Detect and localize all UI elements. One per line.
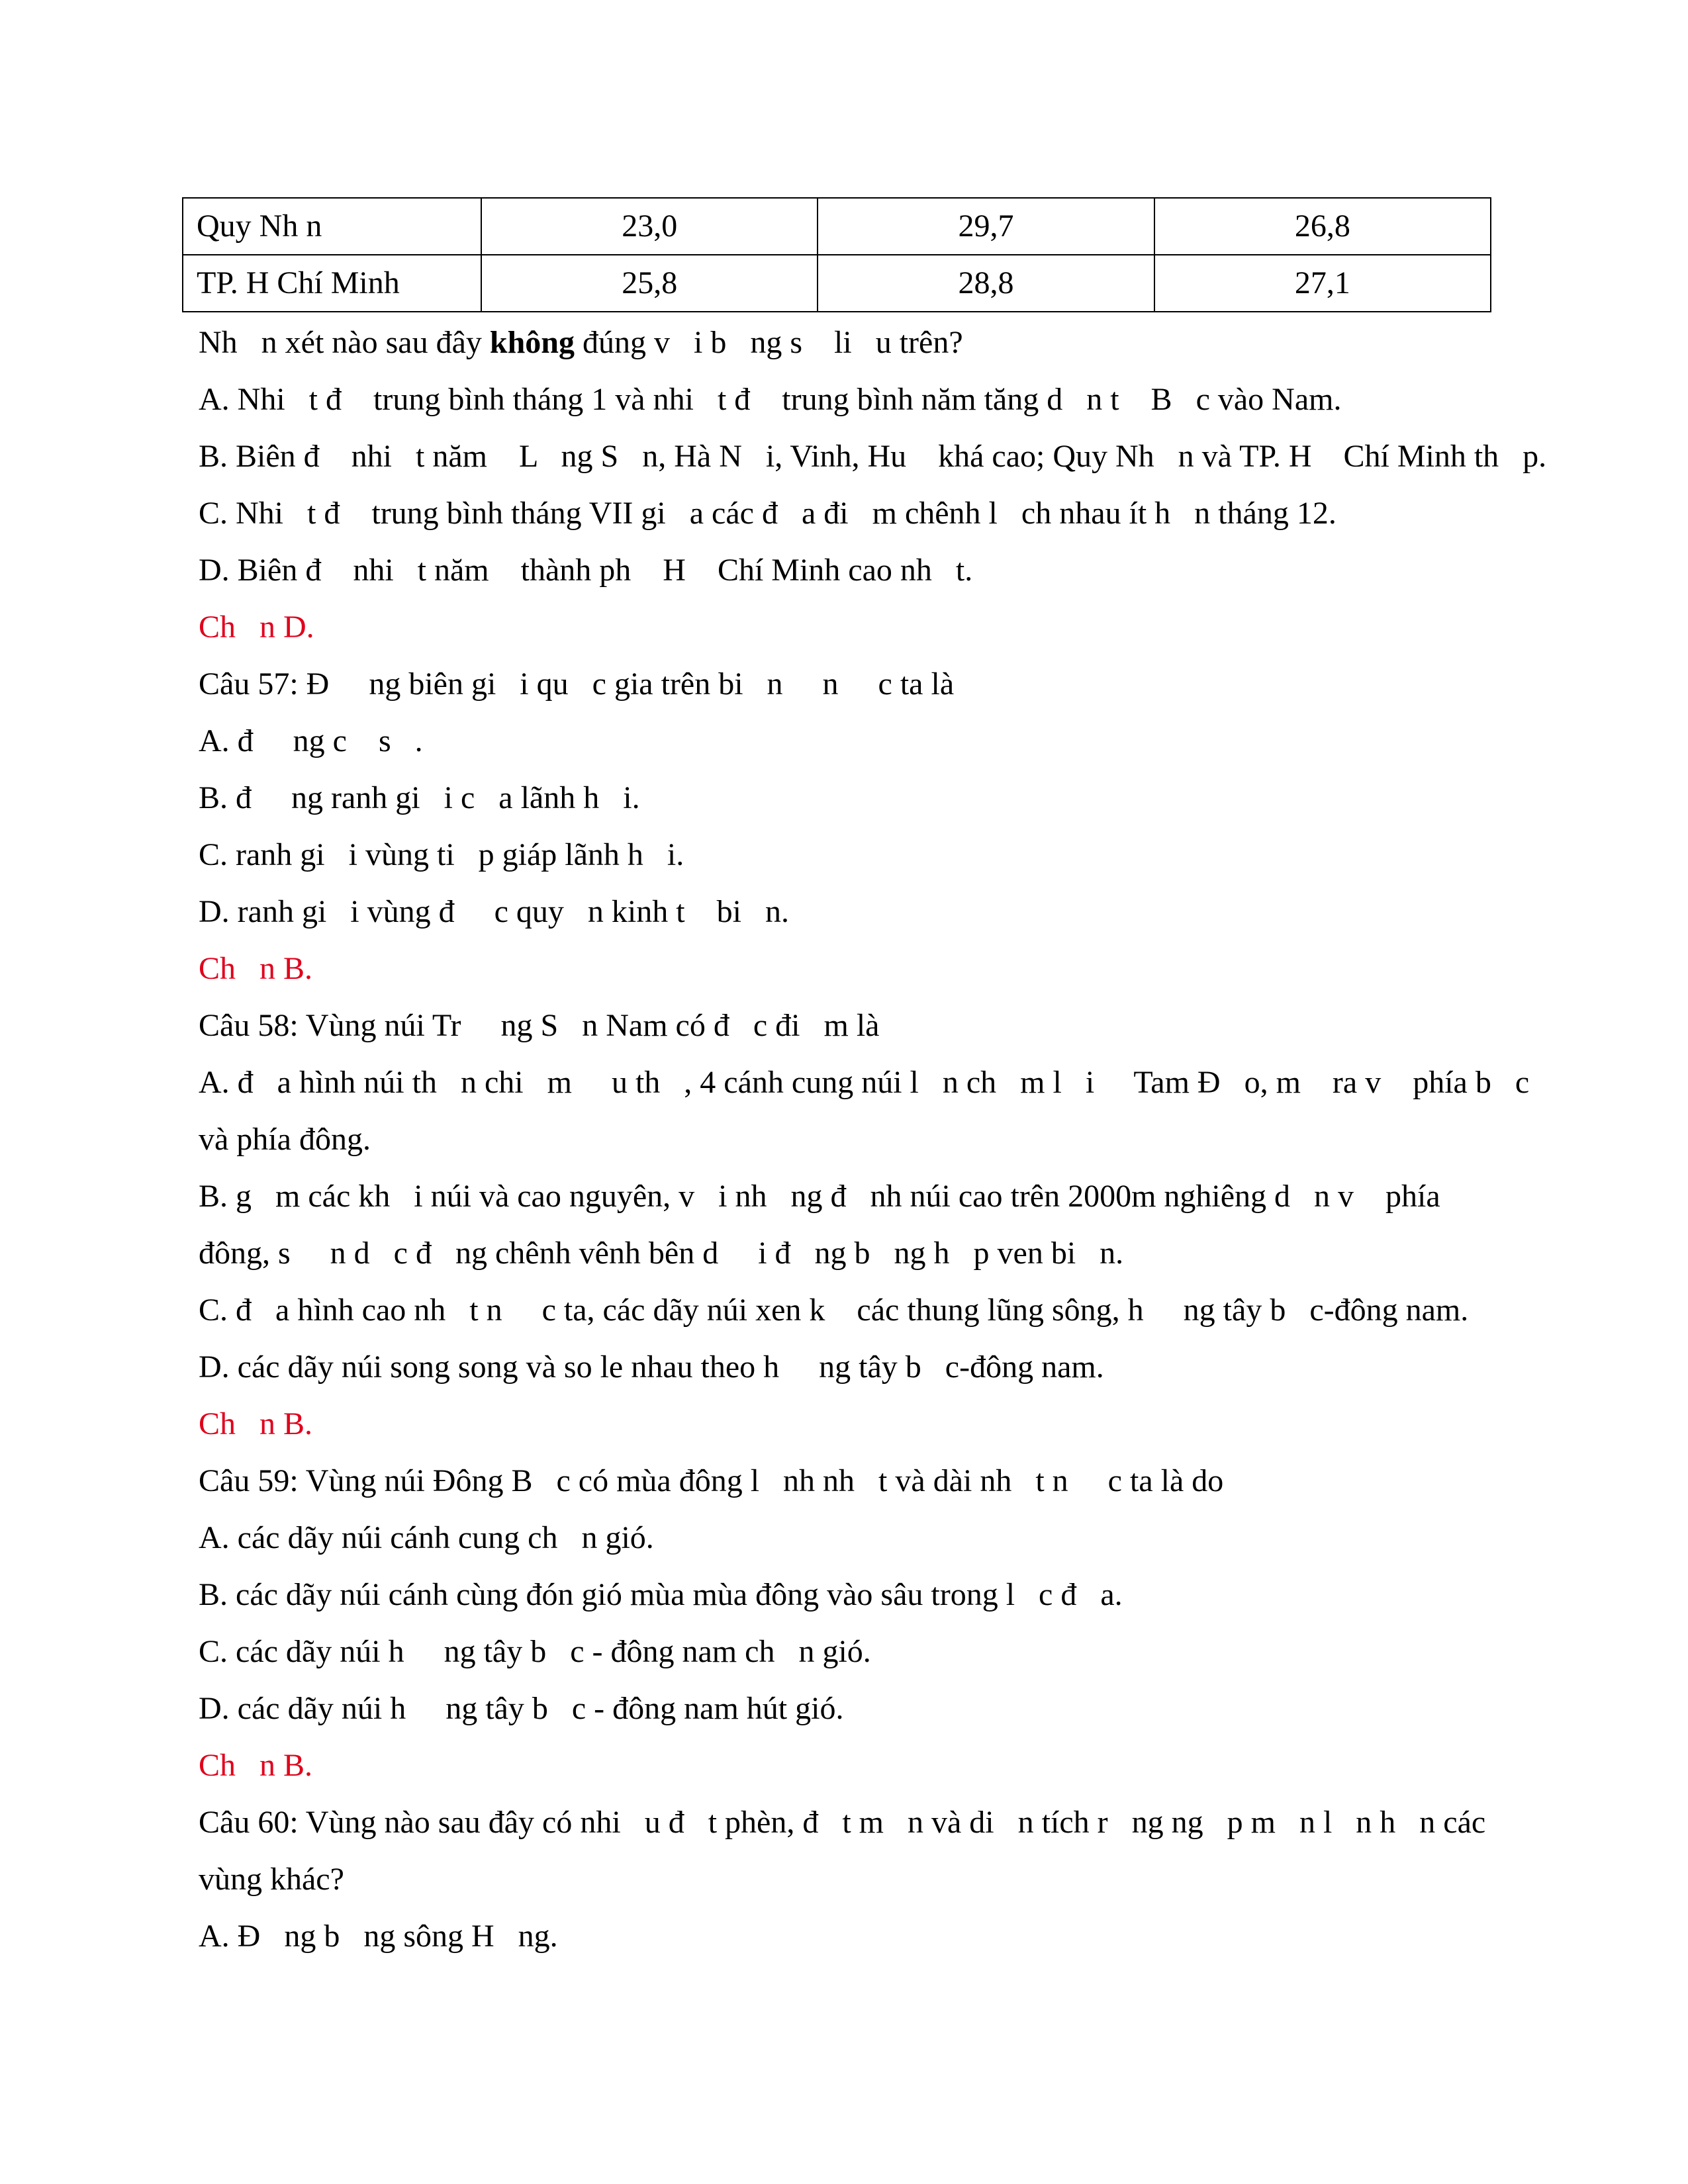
answer-line: Ch n B. bbox=[199, 1406, 313, 1441]
table-cell-place: TP. H Chí Minh bbox=[183, 255, 481, 312]
answer-line: Ch n B. bbox=[199, 951, 313, 986]
option-a: A. các dãy núi cánh cung ch n gió. bbox=[199, 1520, 654, 1555]
question-prompt-continued: vùng khác? bbox=[199, 1862, 344, 1897]
option-a: A. Đ ng b ng sông H ng. bbox=[199, 1919, 558, 1954]
question-prompt: Nh n xét nào sau đây không đúng v i b ng s li u trên? bbox=[199, 325, 963, 360]
table-cell-value: 29,7 bbox=[818, 198, 1154, 255]
option-c: C. Nhi t đ trung bình tháng VII gi a các đ a đi m chênh l ch nhau ít h n tháng 12. bbox=[199, 496, 1336, 531]
option-b: B. các dãy núi cánh cùng đón gió mùa mùa đông vào sâu trong l c đ a. bbox=[199, 1577, 1123, 1612]
table-cell-value: 28,8 bbox=[818, 255, 1154, 312]
table-row bbox=[183, 198, 1491, 255]
table-row bbox=[183, 255, 1491, 312]
option-b: B. g m các kh i núi và cao nguyên, v i nh ng đ nh núi cao trên 2000m nghiêng d n v phía bbox=[199, 1179, 1440, 1214]
option-a: A. đ a hình núi th n chi m u th , 4 cánh cung núi l n ch m l i Tam Đ o, m ra v phía b c bbox=[199, 1065, 1530, 1100]
table-cell-value: 26,8 bbox=[1154, 198, 1491, 255]
option-d: D. ranh gi i vùng đ c quy n kinh t bi n. bbox=[199, 894, 789, 929]
question-prompt: Câu 58: Vùng núi Tr ng S n Nam có đ c đi m là bbox=[199, 1008, 880, 1043]
table-cell-value: 23,0 bbox=[481, 198, 818, 255]
emphasis-text: không bbox=[489, 325, 575, 360]
question-prompt: Câu 57: Đ ng biên gi i qu c gia trên bi n n c ta là bbox=[199, 666, 955, 702]
table-cell-value: 27,1 bbox=[1154, 255, 1491, 312]
option-b: B. Biên đ nhi t năm L ng S n, Hà N i, Vinh, Hu khá cao; Quy Nh n và TP. H Chí Minh th p. bbox=[199, 439, 1547, 474]
question-prompt: Câu 60: Vùng nào sau đây có nhi u đ t phèn, đ t m n và di n tích r ng ng p m n l n h n các bbox=[199, 1805, 1486, 1840]
option-b: B. đ ng ranh gi i c a lãnh h i. bbox=[199, 780, 640, 815]
answer-line: Ch n B. bbox=[199, 1748, 313, 1783]
option-a: A. đ ng c s . bbox=[199, 723, 423, 758]
temperature-table bbox=[182, 197, 1491, 312]
table-cell-place: Quy Nh n bbox=[183, 198, 481, 255]
document-body bbox=[199, 314, 1547, 1965]
option-d: D. các dãy núi h ng tây b c - đông nam hút gió. bbox=[199, 1691, 844, 1726]
option-c: C. các dãy núi h ng tây b c - đông nam ch n gió. bbox=[199, 1634, 871, 1669]
option-d: D. các dãy núi song song và so le nhau theo h ng tây b c-đông nam. bbox=[199, 1349, 1104, 1385]
table-cell-value: 25,8 bbox=[481, 255, 818, 312]
question-prompt: Câu 59: Vùng núi Đông B c có mùa đông l nh nh t và dài nh t n c ta là do bbox=[199, 1463, 1224, 1498]
option-d: D. Biên đ nhi t năm thành ph H Chí Minh cao nh t. bbox=[199, 553, 973, 588]
answer-line: Ch n D. bbox=[199, 610, 314, 645]
option-c: C. ranh gi i vùng ti p giáp lãnh h i. bbox=[199, 837, 684, 872]
option-b-continued: đông, s n d c đ ng chênh vênh bên d i đ ng b ng h p ven bi n. bbox=[199, 1236, 1124, 1271]
option-a-continued: và phía đông. bbox=[199, 1122, 371, 1157]
option-a: A. Nhi t đ trung bình tháng 1 và nhi t đ trung bình năm tăng d n t B c vào Nam. bbox=[199, 382, 1342, 417]
option-c: C. đ a hình cao nh t n c ta, các dãy núi xen k các thung lũng sông, h ng tây b c-đông nam. bbox=[199, 1293, 1469, 1328]
